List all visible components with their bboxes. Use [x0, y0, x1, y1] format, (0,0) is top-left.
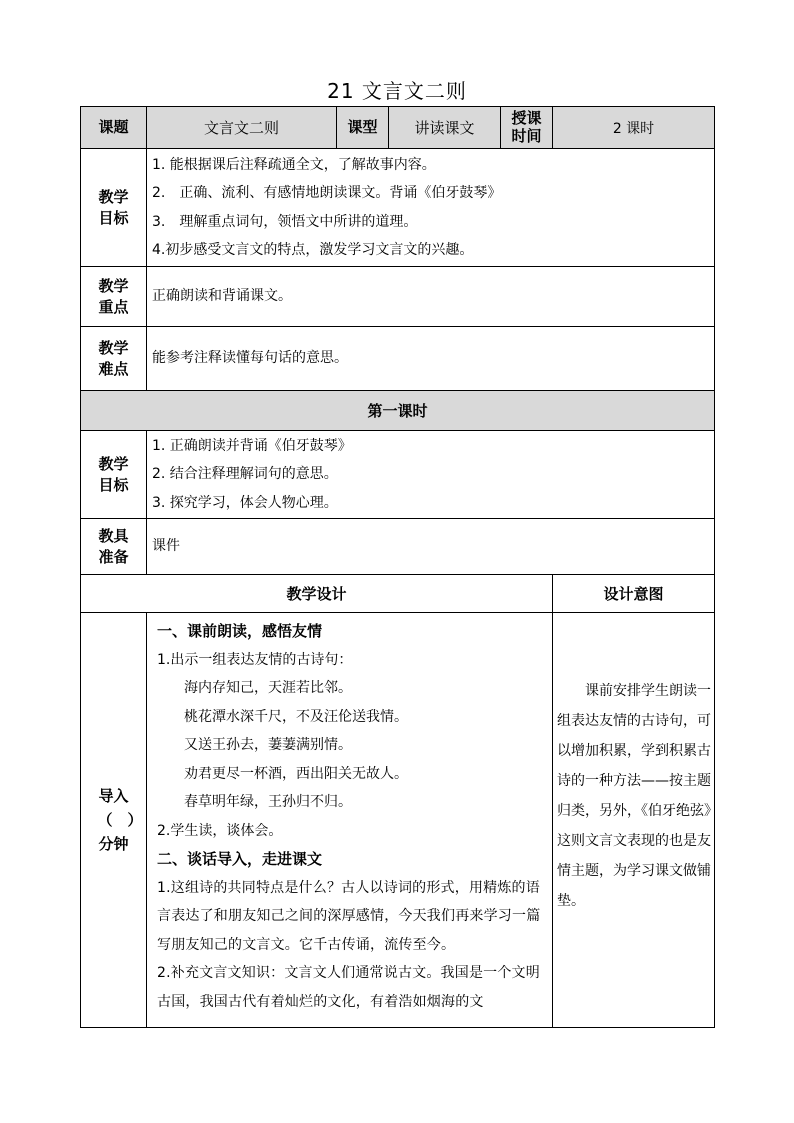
- prep-value: [147, 519, 715, 575]
- section-heading: 二、谈话导入，走进课文: [157, 850, 323, 868]
- design-header-row: [81, 575, 715, 613]
- time-label-text: 授课时间: [511, 108, 542, 145]
- document-title: 21 文言文二则: [327, 79, 467, 103]
- poem-line: 又送王孙去，萋萋满别情。: [184, 737, 352, 753]
- goal-item: 2. 正确、流利、有感情地朗读课文。背诵《伯牙鼓琴》: [152, 185, 502, 201]
- paragraph-text: 1.这组诗的共同特点是什么？古人以诗词的形式，用精炼的语言表达了和朋友知己之间的深厚感情，今天我们再来学习一篇写朋友知己的文言文。它千古传诵，流传至今。: [157, 879, 541, 953]
- time-label: [501, 107, 553, 149]
- poem-line: 春草明年绿，王孙归不归。: [184, 794, 352, 810]
- type-value: 讲读课文: [389, 107, 501, 149]
- key-points-value: [147, 267, 715, 327]
- lesson1-goal-item: 1. 正确朗读并背诵《伯牙鼓琴》: [152, 437, 352, 454]
- paragraph-text: 2.补充文言文知识：文言文人们通常说古文。我国是一个文明古国，我国古代有着灿烂的文化，有着浩如烟海的文: [157, 965, 540, 1010]
- prep-label-text: 教具准备: [98, 526, 129, 566]
- lesson1-goals-row: [81, 431, 715, 519]
- goals-label: [81, 149, 147, 267]
- prep-row: [81, 519, 715, 575]
- key-points-row: [81, 267, 715, 327]
- section-heading: 一、课前朗读，感悟友情: [157, 622, 323, 640]
- intro-label: [81, 613, 147, 1028]
- lesson1-goals-list: [147, 431, 715, 519]
- difficulties-label: [81, 327, 147, 391]
- design-column-header: 教学设计: [81, 575, 553, 613]
- key-points-label: [81, 267, 147, 327]
- goal-item: 1. 能根据课后注释疏通全文，了解故事内容。: [152, 156, 436, 173]
- lesson1-goal-item: 2. 结合注释理解词句的意思。: [152, 466, 338, 483]
- time-value: 2 课时: [553, 107, 715, 149]
- lesson1-goals-label: [81, 431, 147, 519]
- poem-line: 桃花潭水深千尺，不及汪伦送我情。: [184, 708, 408, 725]
- difficulties-value: [147, 327, 715, 391]
- design-intent: 课前安排学生朗读一组表达友情的古诗句，可以增加积累，学到积累古诗的一种方法——按主题归类，另外，《伯牙绝弦》这则文言文表现的也是友情主题，为学习课文做铺垫。: [553, 613, 715, 1028]
- prep-label: [81, 519, 147, 575]
- lesson1-heading: 第一课时: [81, 391, 715, 431]
- lesson-plan-table: [80, 106, 715, 1028]
- design-content-row: [81, 613, 715, 1028]
- type-label: 课型: [337, 107, 389, 149]
- intro-label-text: 导入（ ）分钟: [97, 787, 143, 853]
- topic-value: 文言文二则: [147, 107, 337, 149]
- design-body-inner: [147, 613, 552, 1027]
- difficulties-row: [81, 327, 715, 391]
- design-body: [147, 613, 553, 1028]
- goal-item: 3. 理解重点词句，领悟文中所讲的道理。: [152, 213, 418, 230]
- prep-text: 课件: [152, 538, 180, 555]
- difficulties-text: 能参考注释读懂每句话的意思。: [152, 350, 348, 367]
- goals-label-text: 教学目标: [98, 187, 129, 227]
- lesson1-heading-row: [81, 391, 715, 431]
- step-text: 1.出示一组表达友情的古诗句：: [157, 651, 353, 668]
- key-points-text: 正确朗读和背诵课文。: [152, 288, 292, 305]
- topic-label: 课题: [81, 107, 147, 149]
- goals-row: [81, 149, 715, 267]
- poem-line: 劝君更尽一杯酒，西出阳关无故人。: [184, 765, 408, 782]
- goals-list: [147, 149, 715, 267]
- poem-line: 海内存知己，天涯若比邻。: [184, 680, 352, 696]
- key-points-label-text: 教学重点: [98, 276, 129, 316]
- step-text: 2.学生读，谈体会。: [157, 822, 283, 839]
- difficulties-label-text: 教学难点: [98, 338, 129, 378]
- lesson1-goal-item: 3. 探究学习，体会人物心理。: [152, 494, 338, 511]
- intent-column-header: 设计意图: [553, 575, 715, 613]
- header-row: [81, 107, 715, 149]
- goal-item: 4.初步感受文言文的特点，激发学习文言文的兴趣。: [152, 242, 474, 258]
- lesson1-goals-label-text: 教学目标: [98, 454, 129, 494]
